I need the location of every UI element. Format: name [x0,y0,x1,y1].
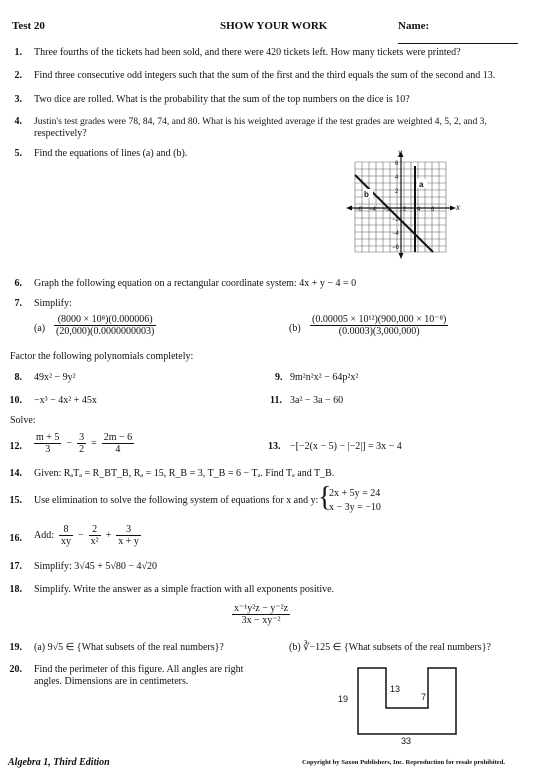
problem-8-text: 49x² − 9y² [34,372,76,383]
footer-copyright: Copyright by Saxon Publishers, Inc. Reproduction for resale prohibited. [302,759,506,766]
problem-15-brace: { [318,482,332,513]
problem-18-expression [232,603,290,626]
problem-20-text-line1: Find the perimeter of this figure. All angles are right [34,664,244,675]
problem-14-text: Given: RₐTₐ = R_BT_B, Rₐ = 15, R_B = 3, T_B = 6 − Tₐ. Find Tₐ and T_B. [34,468,335,479]
problem-12-frac2-num: 3 [79,432,85,443]
graph-tick-x-2: 2 [403,207,407,213]
problem-7a-denominator: (20,000)(0.0000000003) [56,326,155,337]
problem-13-number: 13. [268,441,281,452]
graph-tick-x-neg4: −4 [369,207,376,213]
problem-15-eq1: 2x + 5y = 24 [329,488,381,499]
problem-7-text: Simplify: [34,298,72,309]
problem-13-text: −[−2(x − 5) − |−2|] = 3x − 4 [290,441,402,452]
problem-16-expression [34,524,141,547]
problem-15-eq2: x − 3y = −10 [329,502,381,513]
problem-3-number: 3. [14,94,22,105]
graph-tick-y-4: 4 [395,175,399,181]
problem-20-number: 20. [9,664,22,675]
coordinate-graph [343,148,463,260]
problem-16-frac1-den: xy [61,536,71,547]
problem-19-number: 19. [9,642,22,653]
problem-7b-denominator: (0.0003)(3,000,000) [338,326,420,337]
problem-11-number: 11. [270,395,282,406]
problem-10-number: 10. [9,395,22,406]
problem-18-number: 18. [9,584,22,595]
figure-label-7: 7 [421,692,427,702]
problem-1-number: 1. [14,47,22,58]
figure-label-19: 19 [338,694,349,704]
problem-15-number: 15. [9,495,22,506]
problem-12-minus: − [66,437,73,449]
graph-y-axis-label: y [398,148,402,157]
perimeter-figure [330,660,470,740]
graph-line-b-label: b [364,190,369,199]
problem-11-text: 3a² − 3a − 60 [290,395,344,406]
problem-16-frac2-den: x² [90,536,99,547]
graph-tick-x-4: 4 [417,207,421,213]
problem-1-text: Three fourths of the tickets had been sold, and there were 420 tickets left. How many tickets were printed? [34,47,461,58]
problem-8-number: 8. [14,372,22,383]
problem-3-text: Two dice are rolled. What is the probability that the sum of the top numbers on the dice is 10? [34,94,410,105]
problem-16-frac3-den: x + y [118,536,139,547]
name-field[interactable] [398,20,543,44]
problem-18-denominator: 3x − xy⁻² [241,615,281,626]
problem-9-number: 9. [275,372,283,383]
factor-heading: Factor the following polynomials completely: [10,351,194,362]
problem-12-number: 12. [9,441,22,452]
figure-label-33: 33 [401,736,412,746]
problem-12-frac3-num: 2m − 6 [103,432,133,443]
graph-x-axis-label: x [456,203,460,212]
problem-7a-label: (a) [34,323,46,334]
problem-5-number: 5. [14,148,22,159]
problem-18-numerator: x⁻¹y²z − y⁻²z [234,603,289,614]
problem-14-number: 14. [9,468,22,479]
problem-20-text-line2: angles. Dimensions are in centimeters. [34,676,189,687]
problem-15-text: Use elimination to solve the following system of equations for x and y: [34,495,319,506]
problem-6-number: 6. [14,278,22,289]
graph-tick-y-neg4: −4 [392,231,399,237]
problem-7b-label: (b) [289,323,301,334]
problem-16-frac3-num: 3 [116,524,141,536]
problem-4-number: 4. [14,116,22,127]
solve-heading: Solve: [10,415,36,426]
problem-9-text: 9m²n²x² − 64p²x² [290,372,359,383]
problem-5-text: Find the equations of lines (a) and (b). [34,148,188,159]
problem-12-equation [34,432,134,455]
name-label: Name: [398,20,430,32]
problem-4-text-line2: respectively? [34,128,87,139]
graph-tick-y-6: 6 [395,161,399,167]
problem-16-label: Add: [34,529,54,541]
problem-16-minus: − [78,529,84,541]
problem-12-frac3-den: 4 [115,444,121,455]
problem-16-number: 16. [9,533,22,544]
page-title: SHOW YOUR WORK [220,20,328,32]
problem-17-text: Simplify: 3√45 + 5√80 − 4√20 [34,561,158,572]
problem-6-text: Graph the following equation on a rectangular coordinate system: 4x + y − 4 = 0 [34,278,357,289]
problem-12-equals: = [91,437,97,449]
problem-2-number: 2. [14,70,22,81]
problem-12-frac1-num: m + 5 [36,432,60,443]
graph-tick-x-neg2: −2 [383,207,390,213]
problem-7a-expression [54,314,156,337]
problem-7a-numerator: (8000 × 10⁸)(0.000006) [54,314,156,326]
footer-book-title: Algebra 1, Third Edition [8,757,110,768]
problem-7b-numerator: (0.00005 × 10¹²)(900,000 × 10⁻⁸) [312,314,447,325]
figure-label-13: 13 [390,684,401,694]
graph-line-a-label: a [419,180,424,189]
graph-tick-x-neg6: −6 [355,207,362,213]
problem-17-number: 17. [9,561,22,572]
graph-tick-y-neg6: −6 [392,245,399,251]
problem-16-plus: + [105,529,112,541]
problem-7-number: 7. [14,298,22,309]
problem-10-text: −x³ − 4x² + 45x [34,395,97,406]
problem-18-text: Simplify. Write the answer as a simple fraction with all exponents positive. [34,584,335,595]
problem-16-frac2-num: 2 [89,524,101,536]
graph-tick-y-2: 2 [395,189,399,195]
problem-16-frac1-num: 8 [59,524,73,536]
graph-tick-x-6: 6 [431,207,435,213]
graph-tick-y-neg2: −2 [392,217,399,223]
problem-4-text-line1: Justin's test grades were 78, 84, 74, and 80. What is his weighted average if the test grades are weighted 4, 5, 2, and 3, [34,116,487,127]
problem-12-frac1-den: 3 [45,444,51,455]
problem-19a-text: (a) 9√5 ∈ {What subsets of the real numbers}? [34,642,224,653]
problem-2-text: Find three consecutive odd integers such that the sum of the first and the third equals the sum of the second and 13. [34,70,496,81]
problem-12-frac2-den: 2 [79,444,85,455]
test-number: Test 20 [12,20,45,32]
name-blank[interactable] [398,34,518,44]
problem-7b-expression [310,314,448,337]
problem-19b-text: (b) ∛−125 ∈ {What subsets of the real numbers}? [289,642,491,653]
